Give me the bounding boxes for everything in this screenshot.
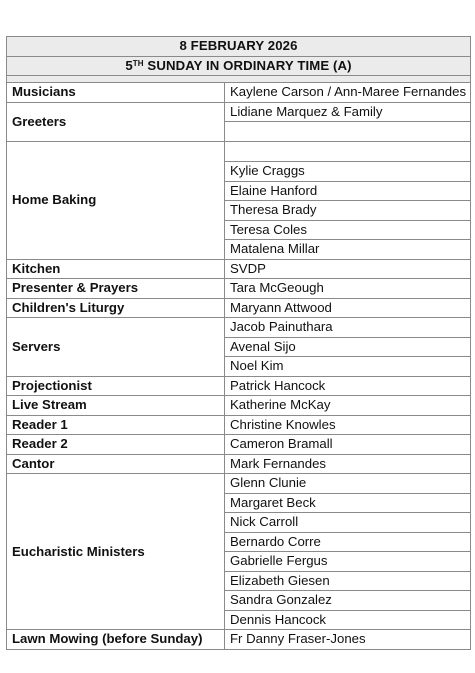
role-label: Children's Liturgy [7,298,225,318]
occasion-title: SUNDAY IN ORDINARY TIME (A) [143,57,352,73]
blank-cell [225,122,471,142]
occasion-suffix: TH [132,58,144,68]
date-heading: 8 FEBRUARY 2026 [7,37,471,57]
volunteer-name: Tara McGeough [225,279,471,299]
roster-body [7,37,471,650]
date-row [7,37,471,57]
roster-row [7,474,471,494]
role-label: Live Stream [7,396,225,416]
occasion-heading [7,56,471,76]
volunteer-name: Noel Kim [225,357,471,377]
roster-table [6,36,471,650]
volunteer-name: Lidiane Marquez & Family [225,102,471,122]
role-label: Greeters [7,102,225,142]
volunteer-name: Jacob Painuthara [225,318,471,338]
volunteer-name: Dennis Hancock [225,610,471,630]
role-label: Projectionist [7,376,225,396]
roster-row [7,279,471,299]
roster-row [7,435,471,455]
roster-row [7,318,471,338]
role-label: Lawn Mowing (before Sunday) [7,630,225,650]
role-label: Musicians [7,83,225,103]
role-label: Cantor [7,454,225,474]
volunteer-name: Avenal Sijo [225,337,471,357]
volunteer-name: Theresa Brady [225,201,471,221]
roster-row [7,142,471,162]
role-label: Servers [7,318,225,377]
role-label: Home Baking [7,142,225,260]
volunteer-name: Gabrielle Fergus [225,552,471,572]
volunteer-name: Maryann Attwood [225,298,471,318]
role-label: Reader 1 [7,415,225,435]
roster-row [7,630,471,650]
volunteer-name: Kaylene Carson / Ann-Maree Fernandes [225,83,471,103]
roster-row [7,102,471,122]
occasion-row [7,56,471,76]
role-label: Kitchen [7,259,225,279]
volunteer-name: Glenn Clunie [225,474,471,494]
volunteer-name: Teresa Coles [225,220,471,240]
volunteer-name: SVDP [225,259,471,279]
roster-row [7,259,471,279]
volunteer-name: Elizabeth Giesen [225,571,471,591]
volunteer-name: Nick Carroll [225,513,471,533]
roster-row [7,454,471,474]
volunteer-name: Kylie Craggs [225,162,471,182]
spacer-cell [7,76,471,83]
role-label: Eucharistic Ministers [7,474,225,630]
roster-row [7,415,471,435]
volunteer-name: Mark Fernandes [225,454,471,474]
volunteer-name: Christine Knowles [225,415,471,435]
roster-row [7,298,471,318]
role-label: Presenter & Prayers [7,279,225,299]
roster-row [7,396,471,416]
volunteer-name: Matalena Millar [225,240,471,260]
roster-row [7,376,471,396]
volunteer-name: Sandra Gonzalez [225,591,471,611]
volunteer-name: Fr Danny Fraser-Jones [225,630,471,650]
volunteer-name: Elaine Hanford [225,181,471,201]
blank-cell [225,142,471,162]
spacer-row [7,76,471,83]
roster-row [7,83,471,103]
volunteer-name: Katherine McKay [225,396,471,416]
role-label: Reader 2 [7,435,225,455]
occasion-number: 5 [125,57,133,73]
volunteer-name: Cameron Bramall [225,435,471,455]
volunteer-name: Margaret Beck [225,493,471,513]
volunteer-name: Patrick Hancock [225,376,471,396]
volunteer-name: Bernardo Corre [225,532,471,552]
